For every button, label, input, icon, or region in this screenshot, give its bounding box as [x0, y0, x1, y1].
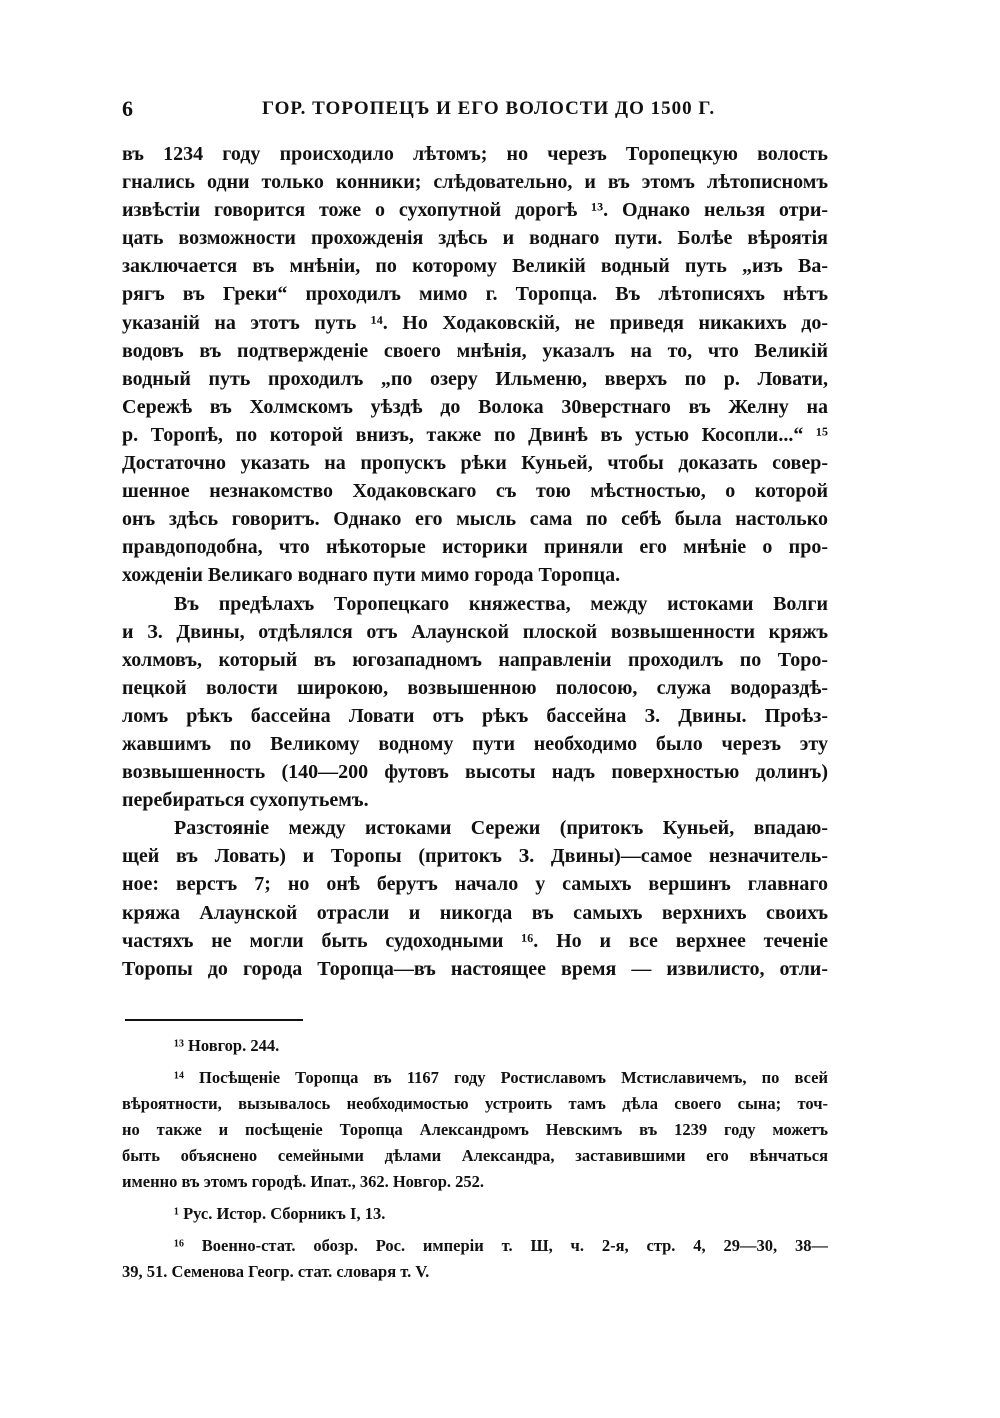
text-line: извѣстіи говорится тоже о сухопутной дорогѣ ¹³. Однако нельзя отри- — [122, 199, 828, 222]
footnote — [122, 1233, 828, 1285]
text-line: гнались одни только конники; слѣдовательно, и въ этомъ лѣтописномъ — [122, 171, 828, 194]
text-line: пецкой волости широкою, возвышенною полосою, служа водораздѣ- — [122, 676, 828, 699]
text-line: холмовъ, который въ югозападномъ направленіи проходилъ по Торо- — [122, 648, 828, 671]
text-line: онъ здѣсь говоритъ. Однако его мысль сама по себѣ была настолько — [122, 508, 828, 531]
text-line: водовъ въ подтвержденіе своего мнѣнія, указалъ на то, что Великій — [122, 339, 828, 362]
footnote — [122, 1201, 828, 1227]
page-header — [122, 96, 828, 126]
text-line: цать возможности прохожденія здѣсь и воднаго пути. Болѣе вѣроятія — [122, 227, 828, 250]
text-line: заключается въ мнѣніи, по которому Великій водный путь „изъ Ва- — [122, 255, 828, 278]
text-line: жавшимъ по Великому водному пути необходимо было черезъ эту — [122, 732, 828, 755]
text-line: р. Торопѣ, по которой внизъ, также по Двинѣ въ устью Косопли...“ ¹⁵ — [122, 423, 828, 446]
text-line: Сережѣ въ Холмскомъ уѣздѣ до Волока 30верстнаго въ Желну на — [122, 395, 828, 418]
text-line: шенное незнакомство Ходаковскаго съ тою мѣстностью, о которой — [122, 480, 828, 503]
text-line: ломъ рѣкъ бассейна Ловати отъ рѣкъ бассейна З. Двины. Проѣз- — [122, 704, 828, 727]
text-line: кряжа Алаунской отрасли и никогда въ самыхъ верхнихъ своихъ — [122, 901, 828, 924]
text-line: перебираться сухопутьемъ. — [122, 789, 369, 812]
text-line: частяхъ не могли быть судоходными ¹⁶. Но и все верхнее теченіе — [122, 929, 828, 952]
footnote-line: именно въ этомъ городѣ. Ипат., 362. Новгор. 252. — [122, 1172, 485, 1191]
text-line: рягъ въ Греки“ проходилъ мимо г. Торопца. Въ лѣтописяхъ нѣтъ — [122, 283, 828, 306]
text-line: хожденіи Великаго воднаго пути мимо города Торопца. — [122, 564, 621, 587]
footnote-line: ¹⁶ Военно-стат. обозр. Рос. имперіи т. Ш, ч. 2-я, стр. 4, 29—30, 38— — [174, 1236, 828, 1255]
page-number: 6 — [122, 96, 133, 121]
text-line: Торопы до города Торопца—въ настоящее время — извилисто, отли- — [122, 957, 828, 980]
text-line: и З. Двины, отдѣлялся отъ Алаунской плоской возвышенности кряжъ — [122, 620, 828, 643]
footnote-line: ¹ Рус. Истор. Сборникъ I, 13. — [174, 1204, 386, 1223]
footnotes — [122, 1033, 828, 1285]
running-head: ГОР. ТОРОПЕЦЪ И ЕГО ВОЛОСТИ ДО 1500 Г. — [262, 98, 716, 119]
footnote — [122, 1033, 828, 1059]
footnote-line: 39, 51. Семенова Геогр. стат. словаря т. V. — [122, 1262, 430, 1281]
footnote-line: вѣроятности, вызывалось необходимостью устроить тамъ дѣла своего сына; точ- — [122, 1094, 828, 1113]
text-line: въ 1234 году происходило лѣтомъ; но черезъ Торопецкую волость — [122, 143, 828, 165]
text-line: правдоподобна, что нѣкоторые историки приняли его мнѣніе о про- — [122, 536, 828, 559]
text-line: водный путь проходилъ „по озеру Ильменю, вверхъ по р. Ловати, — [122, 367, 828, 390]
text-line: щей въ Ловать) и Торопы (притокъ З. Двины)—самое незначитель- — [122, 845, 828, 868]
main-text — [122, 140, 828, 983]
footnote — [122, 1065, 828, 1195]
text-line: Разстояніе между истоками Сережи (притокъ Куньей, впадаю- — [174, 817, 828, 840]
footnote-line: быть объяснено семейными дѣлами Александра, заставившими его вѣнчаться — [122, 1146, 828, 1165]
text-line: ное: верстъ 7; но онѣ берутъ начало у самыхъ вершинъ главнаго — [122, 873, 828, 896]
footnote-line: но также и посѣщеніе Торопца Александромъ Невскимъ въ 1239 году можетъ — [122, 1120, 828, 1139]
footnote-line: ¹³ Новгор. 244. — [174, 1036, 280, 1055]
footnote-separator — [125, 1019, 303, 1021]
text-line: Достаточно указать на пропускъ рѣки Куньей, чтобы доказать совер- — [122, 452, 828, 475]
footnote-line: ¹⁴ Посѣщеніе Торопца въ 1167 году Ростиславомъ Мстиславичемъ, по всей — [174, 1068, 828, 1087]
text-line: возвышенность (140—200 футовъ высоты надъ поверхностью долинъ) — [122, 761, 828, 784]
text-line: Въ предѣлахъ Торопецкаго княжества, между истоками Волги — [174, 592, 828, 615]
text-line: указаній на этотъ путь ¹⁴. Но Ходаковскій, не приведя никакихъ до- — [122, 311, 828, 334]
